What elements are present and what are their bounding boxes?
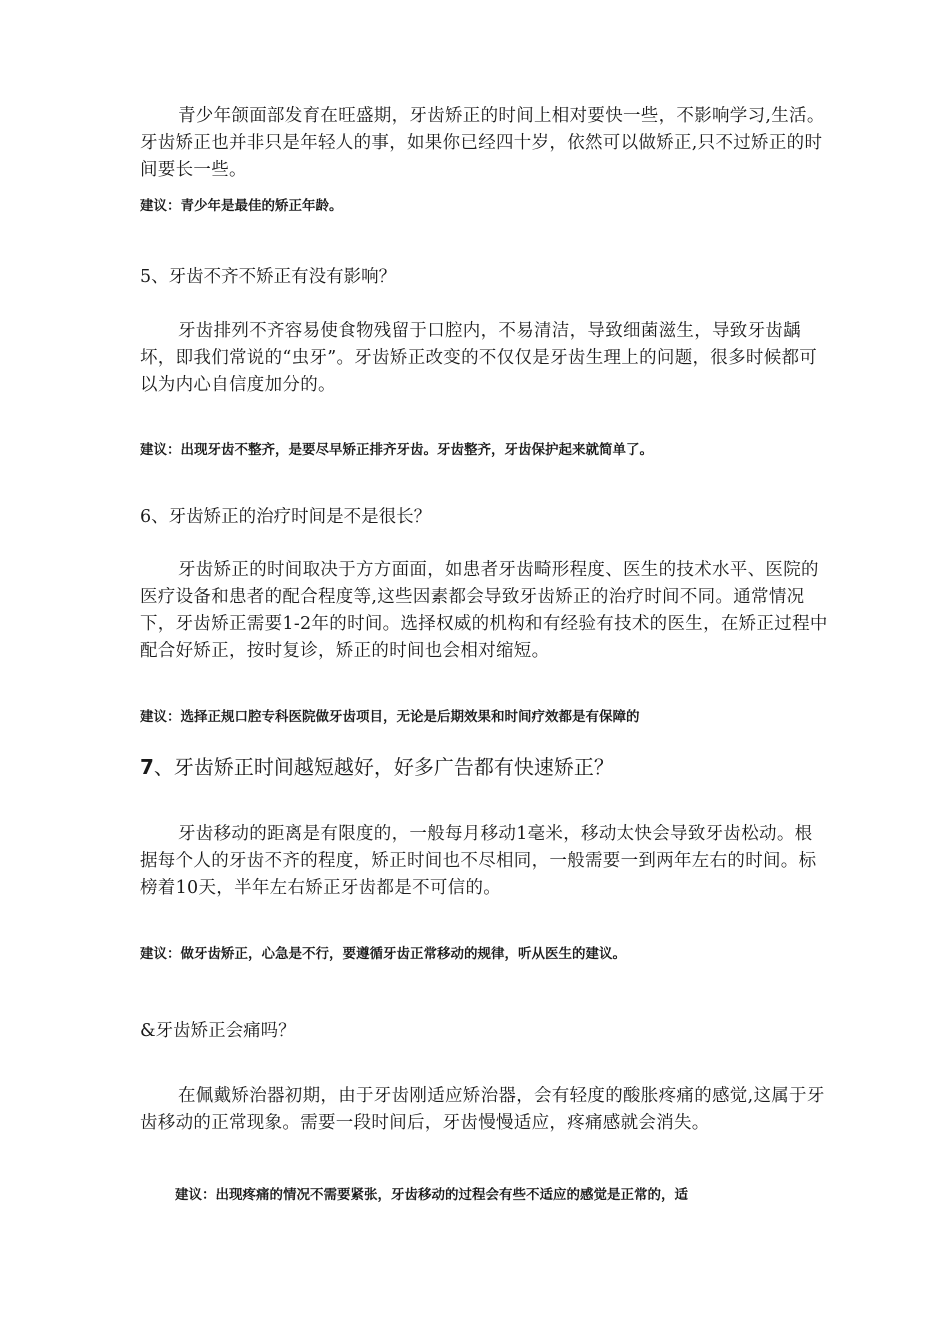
q5-advice: 建议：出现牙齿不整齐，是要尽早矫正排齐牙齿。牙齿整齐，牙齿保护起来就简单了。 — [140, 442, 653, 458]
q7-heading-text: 、牙齿矫正时间越短越好，好多广告都有快速矫正？ — [153, 755, 614, 779]
q7-advice: 建议：做牙齿矫正，心急是不行，要遵循牙齿正常移动的规律，听从医生的建议。 — [140, 946, 626, 962]
intro-advice: 建议：青少年是最佳的矫正年龄。 — [140, 198, 343, 214]
q8-heading: &牙齿矫正会痛吗？ — [140, 1021, 296, 1041]
q6-advice: 建议：选择正规口腔专科医院做牙齿项目，无论是后期效果和时间疗效都是有保障的 — [140, 709, 640, 725]
q8-paragraph: 在佩戴矫治器初期，由于牙齿刚适应矫治器，会有轻度的酸胀疼痛的感觉,这属于牙齿移动的正常现象。需要一段时间后，牙齿慢慢适应，疼痛感就会消失。 — [140, 1086, 825, 1133]
q6-paragraph: 牙齿矫正的时间取决于方方面面，如患者牙齿畸形程度、医生的技术水平、医院的医疗设备和患者的配合程度等,这些因素都会导致牙齿矫正的治疗时间不同。通常情况下，牙齿矫正需要1-2年的时间。选择权威的机构和有经验有技术的医生，在矫正过程中配合好矫正，按时复诊，矫正的时间也会相对缩短。 — [140, 560, 828, 661]
q7-paragraph: 牙齿移动的距离是有限度的，一般每月移动1毫米，移动太快会导致牙齿松动。根据每个人的牙齿不齐的程度，矫正时间也不尽相同，一般需要一到两年左右的时间。标榜着10天，半年左右矫正牙齿都是不可信的。 — [140, 824, 817, 898]
q5-heading: 5、牙齿不齐不矫正有没有影响？ — [140, 267, 397, 287]
q8-advice: 建议：出现疼痛的情况不需要紧张，牙齿移动的过程会有些不适应的感觉是正常的，适 — [175, 1187, 688, 1203]
q7-heading-number: 7 — [140, 755, 154, 779]
q7-heading — [140, 753, 830, 781]
intro-paragraph: 青少年颌面部发育在旺盛期，牙齿矫正的时间上相对要快一些，不影响学习,生活。牙齿矫正也并非只是年轻人的事，如果你已经四十岁，依然可以做矫正,只不过矫正的时间要长一些。 — [140, 106, 825, 180]
q5-paragraph: 牙齿排列不齐容易使食物残留于口腔内，不易清洁，导致细菌滋生，导致牙齿龋坏，即我们常说的“虫牙”。牙齿矫正改变的不仅仅是牙齿生理上的问题，很多时候都可以为内心自信度加分的。 — [140, 321, 818, 395]
q6-heading: 6、牙齿矫正的治疗时间是不是很长？ — [140, 507, 432, 527]
